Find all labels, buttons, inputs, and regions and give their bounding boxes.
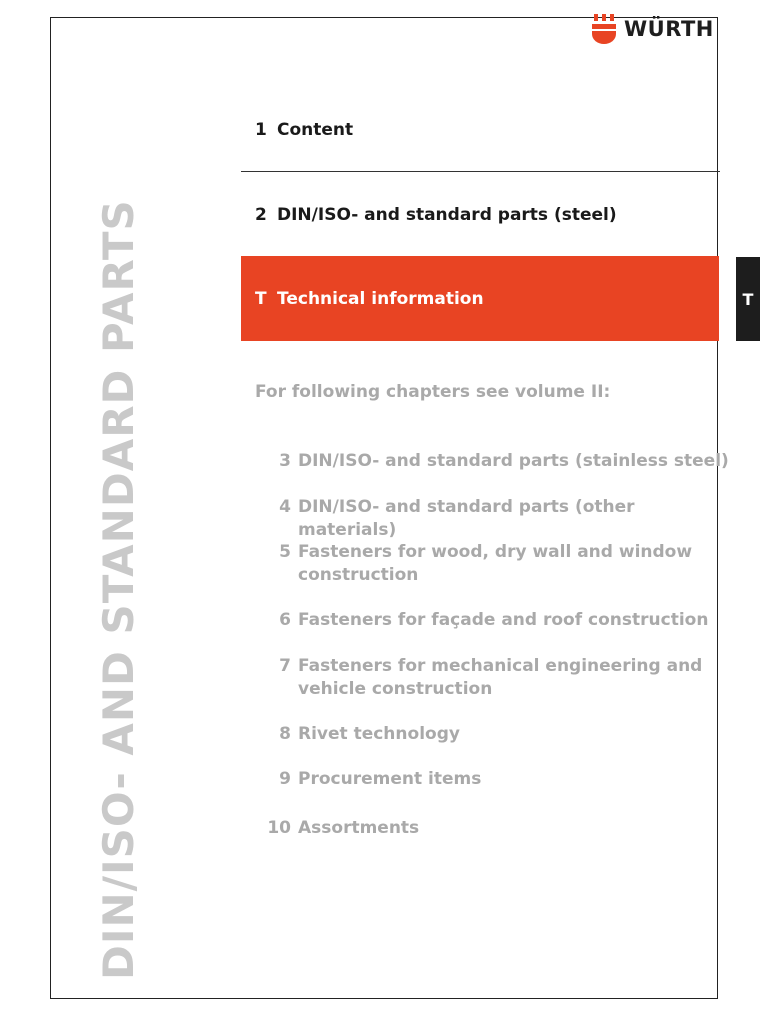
chapter-title: DIN/ISO- and standard parts (stainless steel) <box>298 451 729 471</box>
side-tab-t[interactable]: T <box>736 257 760 341</box>
volume-chapter-item[interactable] <box>255 768 738 791</box>
chapter-number: 6 <box>279 610 291 630</box>
chapter-title: DIN/ISO- and standard parts (steel) <box>277 205 617 225</box>
chapter-title: Fasteners for façade and roof construction <box>298 610 709 630</box>
wurth-logo-icon <box>592 14 616 44</box>
chapter-number: 1 <box>255 120 267 140</box>
brand-name: WÜRTH <box>624 16 714 41</box>
volume-chapter-item[interactable] <box>255 723 738 746</box>
chapter-number: 3 <box>279 451 291 471</box>
chapter-title: Rivet technology <box>298 724 460 744</box>
volume-chapter-item[interactable] <box>255 655 738 701</box>
chapter-number: 10 <box>267 818 291 838</box>
wurth-logo <box>592 14 714 44</box>
chapter-number: 7 <box>279 656 291 676</box>
chapter-number: 8 <box>279 724 291 744</box>
volume-note: For following chapters see volume II: <box>255 382 611 402</box>
chapter-technical-information[interactable] <box>241 256 719 341</box>
volume-chapter-item[interactable] <box>255 609 738 632</box>
chapter-title: Fasteners for wood, dry wall and window construction <box>298 542 693 585</box>
chapter-number: 4 <box>279 497 291 517</box>
volume-chapter-item[interactable] <box>255 450 738 473</box>
chapter-title: DIN/ISO- and standard parts (other materials) <box>298 497 635 540</box>
chapter-steel-parts[interactable] <box>241 195 719 235</box>
volume-chapter-item[interactable] <box>255 496 738 542</box>
chapter-number: T <box>255 288 267 309</box>
chapter-content[interactable] <box>241 110 719 150</box>
chapter-title: Fasteners for mechanical engineering and vehicle construction <box>298 656 703 699</box>
chapter-number: 2 <box>255 205 267 225</box>
chapter-divider <box>241 171 720 172</box>
chapter-number: 5 <box>279 542 291 562</box>
spine-title: DIN/ISO- AND STANDARD PARTS <box>94 199 143 980</box>
chapter-title: Content <box>277 120 354 140</box>
chapter-title: Procurement items <box>298 769 482 789</box>
volume-chapter-item[interactable] <box>255 541 738 587</box>
chapter-number: 9 <box>279 769 291 789</box>
chapter-title: Technical information <box>277 288 484 309</box>
chapter-title: Assortments <box>298 818 420 838</box>
volume-chapter-item[interactable] <box>255 817 738 840</box>
